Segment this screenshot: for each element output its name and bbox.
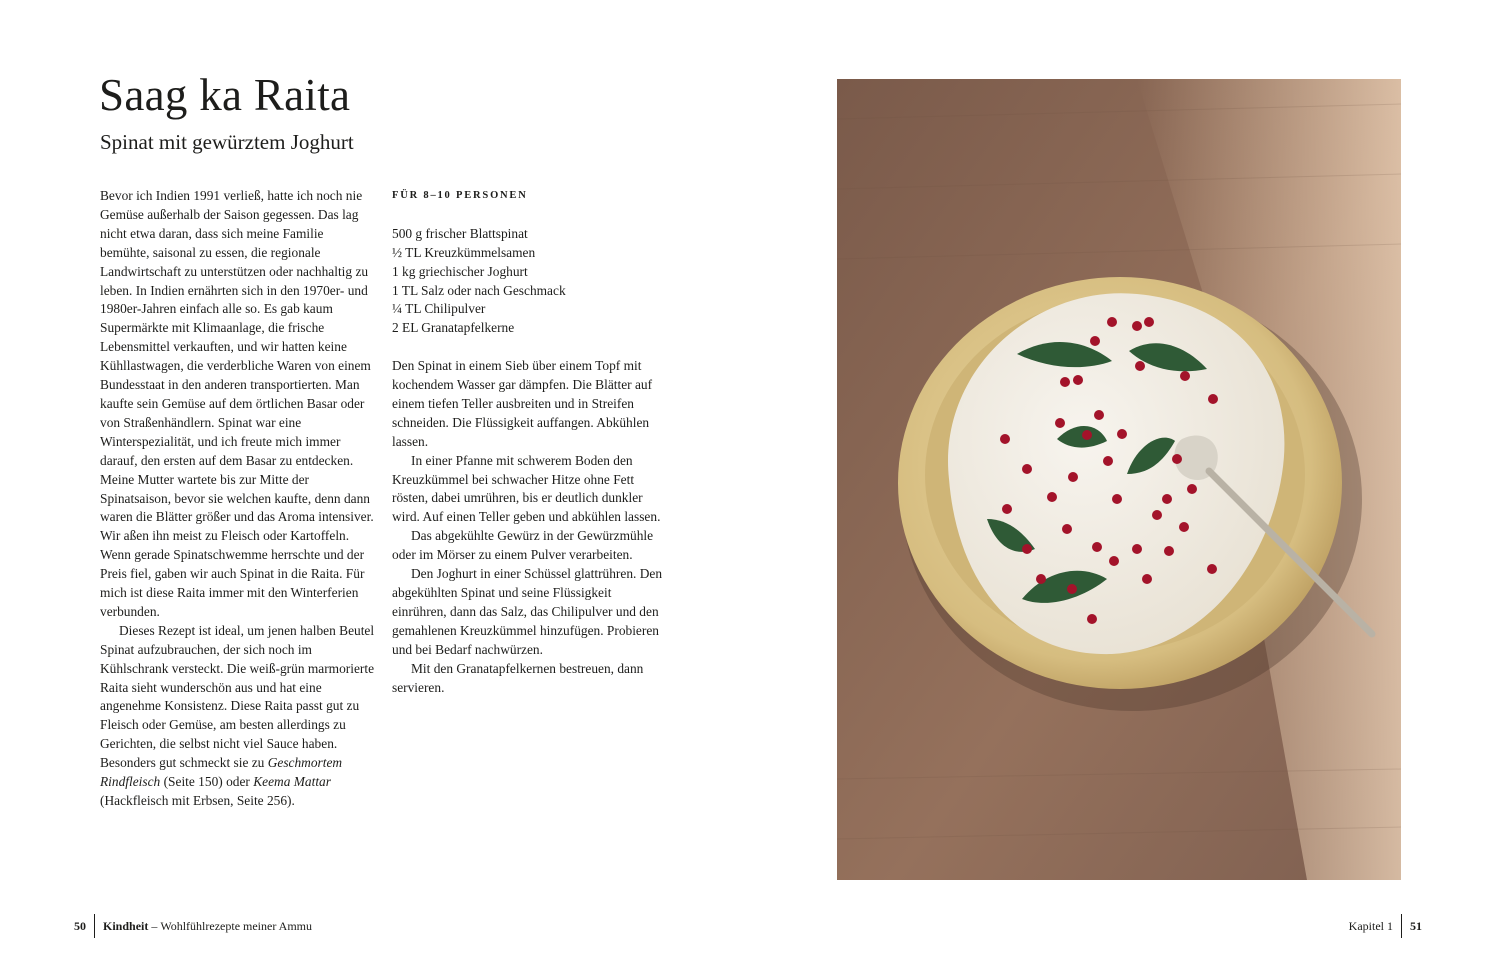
page-number-left: 50 xyxy=(74,918,86,933)
footer-left xyxy=(74,914,312,938)
ingredient-list xyxy=(392,225,667,338)
running-head-description: Wohlfühlrezepte meiner Ammu xyxy=(160,918,313,933)
running-head-chapter-number: Kapitel 1 xyxy=(1348,918,1393,933)
ingredient-item: ½ TL Kreuzkümmelsamen xyxy=(392,244,536,260)
ingredient-item: 500 g frischer Blattspinat xyxy=(392,225,528,241)
cross-reference-rindfleisch: Geschmortem Rindfleisch xyxy=(100,755,343,790)
method-steps xyxy=(392,357,667,697)
footer-divider xyxy=(1401,914,1402,938)
intro-text-part: (Hackfleisch mit Erbsen, Seite 256). xyxy=(100,793,295,808)
recipe-title: Saag ka Raita xyxy=(99,70,351,120)
page-number-right: 51 xyxy=(1410,918,1422,933)
ingredient-item: ¼ TL Chilipulver xyxy=(392,301,486,317)
running-head-separator: – xyxy=(148,918,161,933)
ingredient-item: 1 kg griechischer Joghurt xyxy=(392,263,528,279)
footer-right xyxy=(1349,914,1422,938)
cross-reference-keema-mattar: Keema Mattar xyxy=(253,774,331,790)
ingredient-item: 2 EL Granatapfelkerne xyxy=(392,320,515,336)
servings-label: FÜR 8–10 PERSONEN xyxy=(392,190,528,201)
intro-paragraph-2 xyxy=(100,622,375,811)
recipe-photo xyxy=(837,79,1401,880)
intro-text-part: (Seite 150) oder xyxy=(160,774,254,790)
raita-bowl-illustration xyxy=(837,79,1401,880)
running-head-chapter: Kindheit xyxy=(103,918,149,933)
intro-text xyxy=(100,187,375,811)
intro-text-part: Dieses Rezept ist ideal, um jenen halben Beutel Spinat aufzubrauchen, der sich noch im Kühlschrank versteckt. Die weiß-grün marmorierte Raita sieht wunderschön aus und hat eine angenehme Konsistenz. Diese Raita passt gut zu Fleisch oder Gemüse, am besten allerdings zu Gerichten, die selbst nicht viel Sauce haben. Besonders gut schmeckt sie zu xyxy=(100,622,375,771)
intro-paragraph-1: Bevor ich Indien 1991 verließ, hatte ich noch nie Gemüse außerhalb der Saison gegessen. Das lag nicht etwa daran, dass sich meine Familie bemühte, saisonal zu essen, die regionale Landwirtschaft zu unterstützen oder nachhaltig zu leben. In Indien ernährten sich in den 1970er- und 1980er-Jahren einfach alle so. Es gab kaum Supermärkte mit Klimaanlage, die frische Lebensmittel verkauften, und wir hatten keine Kühllastwagen, die verderbliche Waren von einem Bundesstaat in den anderen transportierten. Man kaufte sein Gemüse auf dem örtlichen Basar oder von Straßenhändlern. Spinat war eine Winterspezialität, und ich freute mich immer darauf, den ersten auf dem Basar zu entdecken. Meine Mutter wartete bis zur Mitte der Spinatsaison, bevor sie welchen kaufte, denn dann waren die Blätter größer und das Aroma intensiver. Wir aßen ihn meist zu Fleisch oder Kartoffeln. Wenn gerade Spinatschwemme herrschte und der Preis fiel, gaben wir auch Spinat in die Raita. Für mich ist diese Raita immer mit den Winterferien verbunden. xyxy=(100,188,374,619)
recipe-column xyxy=(392,187,667,697)
method-step: Mit den Granatapfelkernen bestreuen, dann servieren. xyxy=(392,660,644,695)
footer-divider xyxy=(94,914,95,938)
method-step: In einer Pfanne mit schwerem Boden den Kreuzkümmel bei schwacher Hitze ohne Fett rösten, dabei umrühren, bis er deutlich dunkler wird. Auf einen Teller geben und abkühlen lassen. xyxy=(392,452,661,525)
method-step: Das abgekühlte Gewürz in der Gewürzmühle oder im Mörser zu einem Pulver verarbeiten. xyxy=(392,528,654,563)
method-step: Den Spinat in einem Sieb über einem Topf mit kochendem Wasser gar dämpfen. Die Blätter auf einem tiefen Teller ausbreiten und in Streifen schneiden. Die Flüssigkeit auffangen. Abkühlen lassen. xyxy=(392,358,653,449)
recipe-subtitle: Spinat mit gewürztem Joghurt xyxy=(100,130,354,154)
ingredient-item: 1 TL Salz oder nach Geschmack xyxy=(392,282,566,298)
method-step: Den Joghurt in einer Schüssel glattrühren. Den abgekühlten Spinat und seine Flüssigkeit einrühren, dann das Salz, das Chilipulver und den gemahlenen Kreuzkümmel hinzufügen. Probieren und bei Bedarf nachwürzen. xyxy=(392,566,663,657)
